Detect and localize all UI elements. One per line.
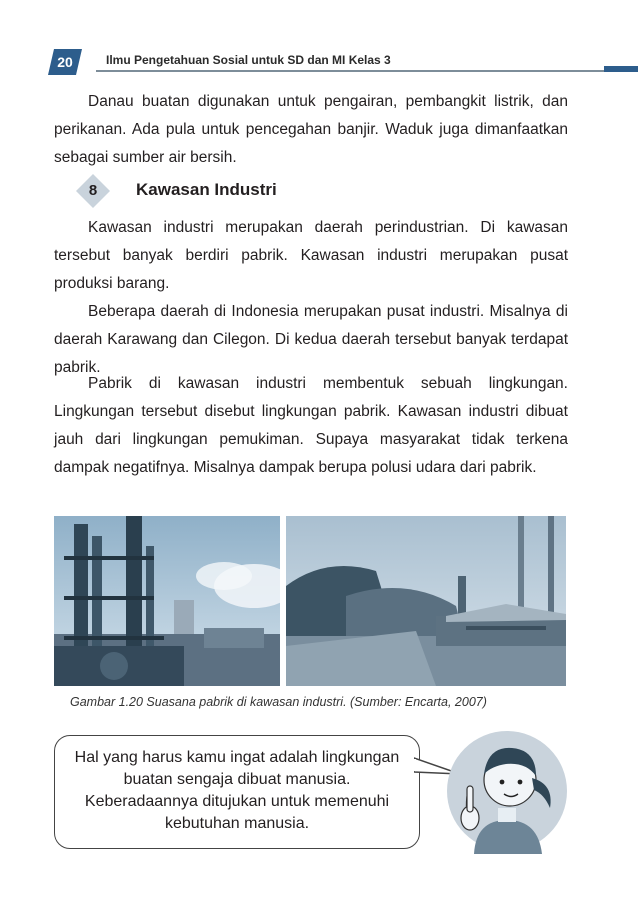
section-paragraph: Pabrik di kawasan industri membentuk sebuah lingkungan. Lingkungan tersebut disebut lingkungan pabrik. Kawasan industri dibuat jauh dari lingkungan pemukiman. Supaya masyarakat tidak terkena dampak negatifnya. Misalnya dampak berupa polusi udara dari pabrik. [54, 375, 568, 476]
header-rule [96, 70, 638, 72]
note-text: Hal yang harus kamu ingat adalah lingkungan buatan sengaja dibuat manusia. Keberadaannya ditujukan untuk memenuhi kebutuhan manusia. [74, 749, 400, 832]
section-title: Kawasan Industri [136, 180, 277, 199]
intro-paragraph: Danau buatan digunakan untuk pengairan, pembangkit listrik, dan perikanan. Ada pula untuk pencegahan banjir. Waduk juga dimanfaatkan sebagai sumber air bersih. [54, 93, 568, 166]
page-number: 20 [57, 54, 73, 70]
section-paragraph: Beberapa daerah di Indonesia merupakan pusat industri. Misalnya di daerah Karawang dan Cilegon. Di kedua daerah tersebut banyak terdapat pabrik. [54, 303, 568, 376]
factory-photo-right [286, 516, 566, 686]
header-tab [604, 66, 638, 72]
section-paragraph: Kawasan industri merupakan daerah perindustrian. Di kawasan tersebut banyak berdiri pabrik. Kawasan industri merupakan pusat produksi barang. [54, 219, 568, 292]
section-number: 8 [88, 182, 98, 199]
book-title: Ilmu Pengetahuan Sosial untuk SD dan MI Kelas 3 [106, 53, 391, 67]
page-header [0, 44, 638, 80]
child-illustration-icon [446, 728, 568, 854]
figure-caption: Gambar 1.20 Suasana pabrik di kawasan industri. (Sumber: Encarta, 2007) [70, 695, 487, 709]
factory-photo-left [54, 516, 280, 686]
